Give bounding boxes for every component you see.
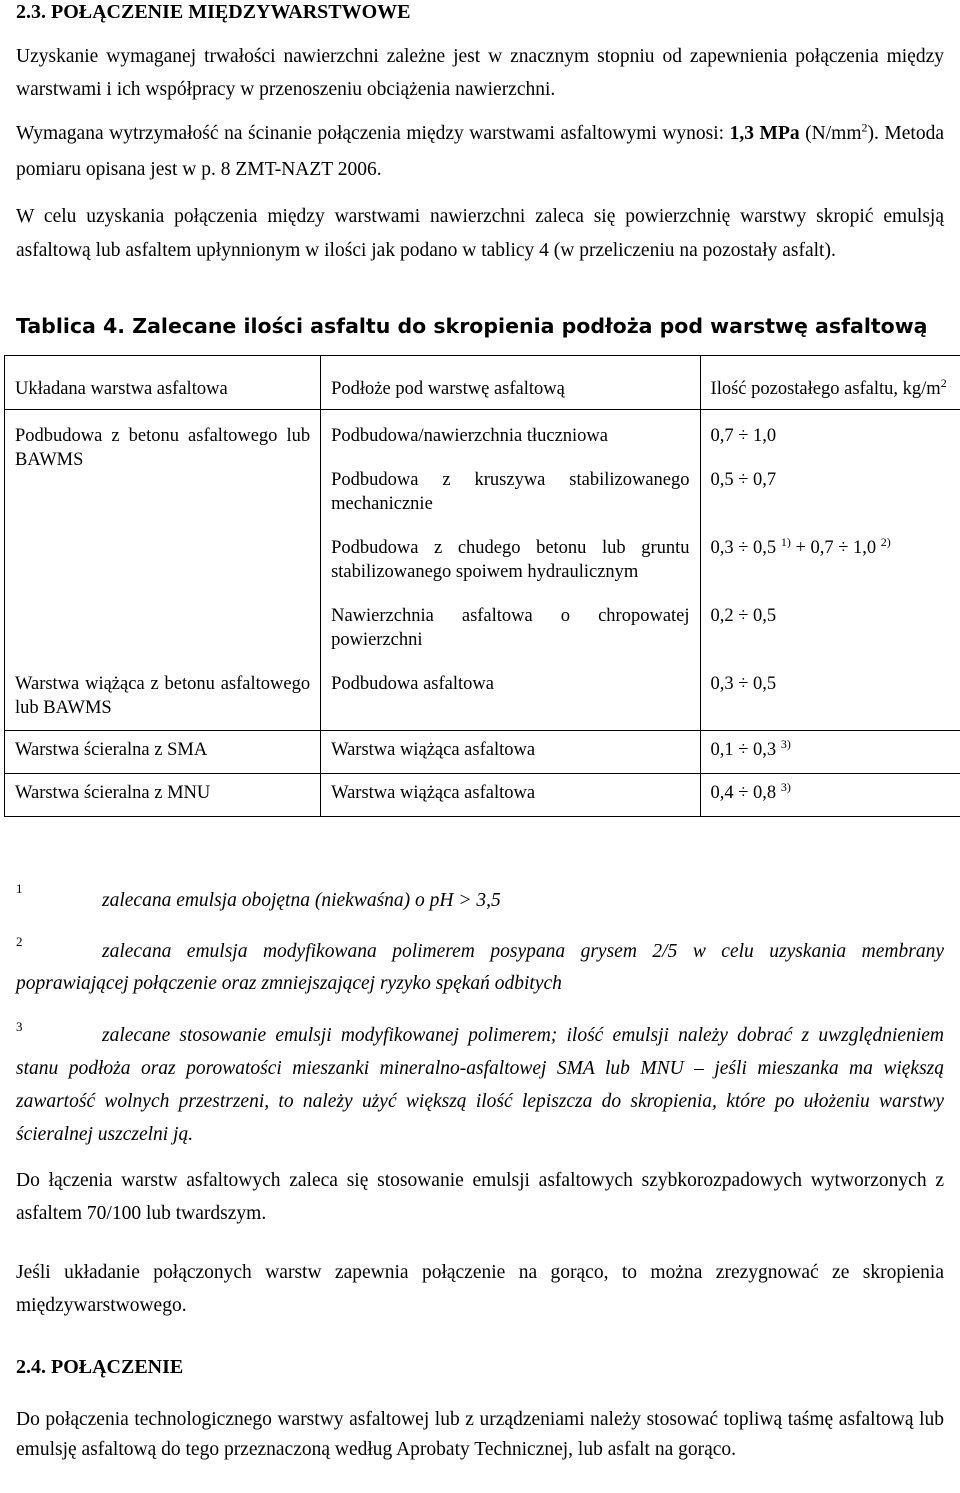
cell-base: Podbudowa z chudego betonu lub gruntu stabilizowanego spoiwem hydraulicznym <box>321 536 700 604</box>
footnote-number: 3 <box>16 1019 23 1034</box>
cell-layer: Warstwa wiążąca z betonu asfaltowego lub BAWMS <box>5 672 321 731</box>
table-header-row <box>5 356 960 410</box>
cell-amount: 0,3 ÷ 0,5 $^{1)}$ + 0,7 ÷ 1,0 $^{2)}$ <box>700 536 960 604</box>
paragraph-shear-strength: Wymagana wytrzymałość na ścinanie połączenia między warstwami asfaltowymi wynosi: 1,3 MPa $(N/mm^2)$. Metoda pomiaru opisana jest w p. 8 ZMT-NAZT 2006. <box>16 120 944 180</box>
footnote-number: 1 <box>16 881 23 896</box>
header-layer: Układana warstwa asfaltowa <box>5 356 321 410</box>
cell-base: Podbudowa asfaltowa <box>321 672 700 731</box>
footnote-1: zalecana emulsja obojętna (niekwaśna) o pH > 3,5 <box>102 890 501 911</box>
cell-base: Warstwa wiążąca asfaltowa <box>321 774 700 817</box>
cell-base: Podbudowa z kruszywa stabilizowanego mechanicznie <box>321 468 700 536</box>
cell-base: Podbudowa/nawierzchnia tłuczniowa <box>321 410 700 469</box>
table-row <box>5 672 960 731</box>
footnote-3: zalecane stosowanie emulsji modyfikowanej polimerem; ilość emulsji należy dobrać z uwzględnieniem stanu podłoża oraz porowatości mieszanki mineralno-asfaltowej SMA lub MNU – jeśli mieszanka ma większą zawartość wolnych przestrzeni, to należy użyć większą ilość lepiszcza do skropienia, które po ułożeniu warstwy ścieralnej uszczelni ją. <box>16 1025 944 1145</box>
section-title-2-4: 2.4. POŁĄCZENIE <box>16 1356 184 1378</box>
footnote-2: zalecana emulsja modyfikowana polimerem posypana grysem 2/5 w celu uzyskania membrany poprawiającej połączenie oraz zmniejszającej ryzyko spękań odbitych <box>16 941 944 994</box>
cell-amount: 0,2 ÷ 0,5 <box>700 604 960 672</box>
paragraph-intro: Uzyskanie wymaganej trwałości nawierzchni zależne jest w znacznym stopniu od zapewnienia połączenia między warstwami i ich współpracy w przenoszeniu obciążenia nawierzchni. <box>16 46 944 100</box>
shear-strength-value: 1,3 MPa <box>729 123 800 144</box>
cell-amount: 0,1 ÷ 0,3 $^{3)}$ <box>700 731 960 774</box>
cell-layer: Podbudowa z betonu asfaltowego lub BAWMS <box>5 410 321 673</box>
footnote-number: 2 <box>16 934 23 949</box>
paragraph-joint: Do połączenia technologicznego warstwy asfaltowej lub z urządzeniami należy stosować topliwą taśmę asfaltową lub emulsję asfaltową do tego przeznaczoną według Aprobaty Technicznej, lub asfalt na gorąco. <box>16 1409 944 1460</box>
table-4 <box>4 355 960 817</box>
cell-base: Warstwa wiążąca asfaltowa <box>321 731 700 774</box>
paragraph-emulsion: Do łączenia warstw asfaltowych zaleca się stosowanie emulsji asfaltowych szybkorozpadowych wytworzonych z asfaltem 70/100 lub twardszym. <box>16 1170 944 1224</box>
header-base: Podłoże pod warstwę asfaltową <box>321 356 700 410</box>
cell-amount: 0,7 ÷ 1,0 <box>700 410 960 469</box>
header-amount: Ilość pozostałego asfaltu, $kg/m^2$ <box>700 356 960 410</box>
cell-layer: Warstwa ścieralna z MNU <box>5 774 321 817</box>
cell-amount: 0,5 ÷ 0,7 <box>700 468 960 536</box>
table-title: Tablica 4. Zalecane ilości asfaltu do skropienia podłoża pod warstwę asfaltową <box>16 314 928 338</box>
paragraph-spraying: W celu uzyskania połączenia między warstwami nawierzchni zaleca się powierzchnię warstwy skropić emulsją asfaltową lub asfaltem upłynnionym w ilości jak podano w tablicy 4 (w przeliczeniu na pozostały asfalt). <box>16 206 944 261</box>
section-title-2-3: 2.3. POŁĄCZENIE MIĘDZYWARSTWOWE <box>16 1 411 23</box>
cell-amount: 0,3 ÷ 0,5 <box>700 672 960 731</box>
cell-layer: Warstwa ścieralna z SMA <box>5 731 321 774</box>
cell-base: Nawierzchnia asfaltowa o chropowatej powierzchni <box>321 604 700 672</box>
paragraph-hot-bond: Jeśli układanie połączonych warstw zapewnia połączenie na gorąco, to można zrezygnować ze skropienia międzywarstwowego. <box>16 1262 944 1316</box>
table-row <box>5 774 960 817</box>
cell-amount: 0,4 ÷ 0,8 $^{3)}$ <box>700 774 960 817</box>
table-row <box>5 410 960 469</box>
table-row <box>5 731 960 774</box>
